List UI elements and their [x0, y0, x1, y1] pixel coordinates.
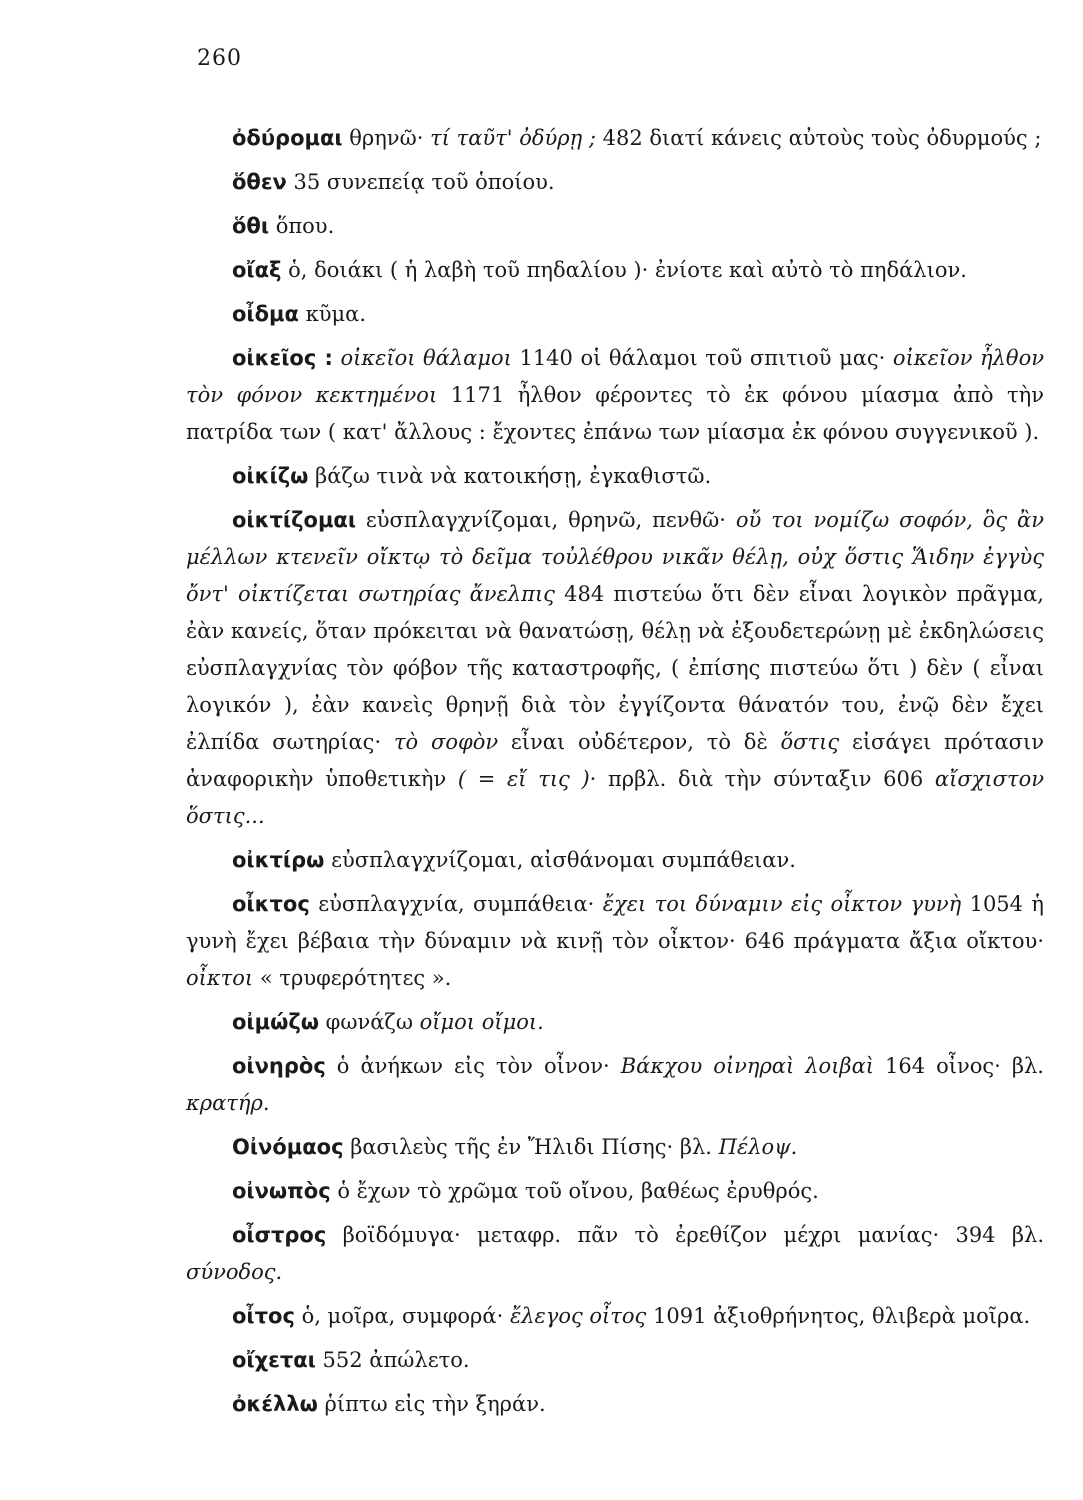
headword: ὀκέλλω: [232, 1392, 318, 1416]
dictionary-entry: [186, 296, 1044, 333]
headword: οἰκτίρω: [232, 848, 325, 872]
italic-text: τί ταῦτ' ὀδύρῃ ;: [430, 126, 596, 150]
italic-text: αἴσχιστον ὅστις...: [186, 767, 1044, 828]
italic-text: Πέλοψ.: [718, 1135, 798, 1159]
headword: οἰκτίζομαι: [232, 508, 357, 532]
headword: οἴχεται: [232, 1348, 316, 1372]
definition-text: ὁ, δοιάκι ( ἡ λαβὴ τοῦ πηδαλίου )· ἐνίοτε καὶ αὐτὸ τὸ πηδάλιον.: [281, 258, 967, 282]
definition-text: 484 πιστεύω ὅτι δὲν εἶναι λογικὸν πρᾶγμα, ἐὰν κανείς, ὅταν πρόκειται νὰ θανατώσῃ, θέλῃ νὰ ἐξουδετερώνῃ μὲ ἐκδηλώσεις εὐσπλαγχνίας τὸν φόβον τῆς καταστροφῆς, ( ἐπίσης πιστεύω ὅτι ) δὲν ( εἶναι λογικόν ), ἐὰν κανεὶς θρηνῇ διὰ τὸν ἐγγίζοντα θάνατόν του, ἐνῷ δὲν ἔχει ἐλπίδα σωτηρίας·: [186, 582, 1044, 754]
italic-text: σύνοδος.: [186, 1260, 283, 1284]
dictionary-entry: [186, 1129, 1044, 1166]
dictionary-entry: [186, 1386, 1044, 1423]
headword: οἰμώζω: [232, 1010, 319, 1034]
definition-text: ὁ ἀνήκων εἰς τὸν οἶνον·: [325, 1054, 621, 1078]
headword: οἶτος: [232, 1304, 295, 1328]
dictionary-entry: [186, 1173, 1044, 1210]
dictionary-entry: [186, 1342, 1044, 1379]
definition-text: εὐσπλαγχνίζομαι, αἰσθάνομαι συμπάθειαν.: [324, 848, 796, 872]
italic-text: κρατήρ.: [186, 1091, 270, 1115]
definition-text: 1140 οἱ θάλαμοι τοῦ σπιτιοῦ μας·: [511, 346, 893, 370]
italic-text: Βάκχου οἰνηραὶ λοιβαὶ: [620, 1054, 874, 1078]
definition-text: εὐσπλαγχνία, συμπάθεια·: [309, 892, 603, 916]
italic-text: ἔχει τοι δύναμιν εἰς οἶκτον γυνὴ: [602, 892, 962, 916]
dictionary-entry: [186, 340, 1044, 451]
definition-text: εἰσάγει πρότασιν ἀναφορικὴν ὑποθετικὴν: [186, 730, 1044, 791]
dictionary-entry: [186, 1217, 1044, 1291]
headword: οἰνηρὸς: [232, 1054, 326, 1078]
definition-text: « τρυφερότητες ».: [253, 966, 452, 990]
definition-text: 552 ἀπώλετο.: [315, 1348, 470, 1372]
definition-text: πρβλ. διὰ τὴν σύνταξιν 606: [596, 767, 935, 791]
headword: οἶστρος: [232, 1223, 327, 1247]
headword: οἴαξ: [232, 258, 282, 282]
dictionary-entry: [186, 1048, 1044, 1122]
dictionary-entries: [186, 120, 1044, 1430]
headword: οἶκτος: [232, 892, 310, 916]
headword: οἰκεῖος :: [232, 346, 333, 370]
definition-text: ῥίπτω εἰς τὴν ξηράν.: [317, 1392, 546, 1416]
italic-text: οἶκτοι: [186, 966, 254, 990]
headword: ὅθεν: [232, 170, 287, 194]
definition-text: θρηνῶ·: [342, 126, 431, 150]
dictionary-entry: [186, 120, 1044, 157]
headword: οἶδμα: [232, 302, 299, 326]
definition-text: βοϊδόμυγα· μεταφρ. πᾶν τὸ ἐρεθίζον μέχρι μανίας· 394 βλ.: [326, 1223, 1044, 1247]
definition-text: ὁ, μοῖρα, συμφορά·: [294, 1304, 510, 1328]
italic-text: οὔ τοι νομίζω σοφόν, ὃς ἂν μέλλων κτενεῖν οἴκτῳ τὸ δεῖμα τοὐλέθρου νικᾶν θέλῃ, οὐχ ὅστις Ἅιδην ἐγγὺς ὄντ' οἰκτίζεται σωτηρίας: [186, 508, 1044, 606]
dictionary-entry: [186, 252, 1044, 289]
italic-text: ὅστις: [780, 730, 840, 754]
definition-text: 1054 ἡ γυνὴ ἔχει βέβαια τὴν δύναμιν νὰ κινῇ τὸν οἶκτον· 646 πράγματα ἄξια οἴκτου·: [186, 892, 1044, 953]
headword: οἰνωπὸς: [232, 1179, 331, 1203]
definition-text: φωνάζω: [318, 1010, 420, 1034]
headword: οἰκίζω: [232, 464, 309, 488]
page-number: 260: [197, 46, 242, 71]
italic-text: οἰκεῖοι θάλαμοι: [340, 346, 512, 370]
definition-text: 1171 ἦλθον φέροντες τὸ ἐκ φόνου μίασμα ἀπὸ τὴν πατρίδα των ( κατ' ἄλλους : ἔχοντες ἐπάνω των μίασμα ἐκ φόνου συγγενικοῦ ).: [186, 383, 1044, 444]
headword: ὀδύρομαι: [232, 126, 343, 150]
dictionary-entry: [186, 1004, 1044, 1041]
definition-text: εὐσπλαγχνίζομαι, θρηνῶ, πενθῶ·: [356, 508, 736, 532]
headword: ὅθι: [232, 214, 270, 238]
definition-text: βασιλεὺς τῆς ἐν Ἤλιδι Πίσης· βλ.: [343, 1135, 719, 1159]
definition-text: ὁ ἔχων τὸ χρῶμα τοῦ οἴνου, βαθέως ἐρυθρός.: [330, 1179, 819, 1203]
dictionary-entry: [186, 1298, 1044, 1335]
definition-text: 1091 ἀξιοθρήνητος, θλιβερὰ μοῖρα.: [646, 1304, 1031, 1328]
italic-text: ἔλεγος οἶτος: [509, 1304, 647, 1328]
headword: Οἰνόμαος: [232, 1135, 344, 1159]
dictionary-entry: [186, 208, 1044, 245]
definition-text: 482 διατί κάνεις αὐτοὺς τοὺς ὀδυρμούς ;: [595, 126, 1042, 150]
dictionary-entry: [186, 886, 1044, 997]
definition-text: [460, 582, 469, 606]
definition-text: βάζω τινὰ νὰ κατοικήσῃ, ἐγκαθιστῶ.: [308, 464, 712, 488]
dictionary-entry: [186, 458, 1044, 495]
definition-text: κῦμα.: [298, 302, 366, 326]
dictionary-entry: [186, 502, 1044, 835]
italic-text: ( = εἴ τις )·: [457, 767, 597, 791]
definition-text: 164 οἶνος· βλ.: [874, 1054, 1044, 1078]
dictionary-entry: [186, 842, 1044, 879]
italic-text: οἰκεῖον ἦλθον τὸν φόνον κεκτημένοι: [186, 346, 1044, 407]
definition-text: εἶναι οὐδέτερον, τὸ δὲ: [498, 730, 781, 754]
italic-text: ἄνελπις: [469, 582, 555, 606]
italic-text: οἴμοι οἴμοι.: [419, 1010, 544, 1034]
definition-text: ὅπου.: [269, 214, 335, 238]
dictionary-entry: [186, 164, 1044, 201]
definition-text: 35 συνεπείᾳ τοῦ ὁποίου.: [286, 170, 555, 194]
italic-text: τὸ σοφὸν: [393, 730, 499, 754]
